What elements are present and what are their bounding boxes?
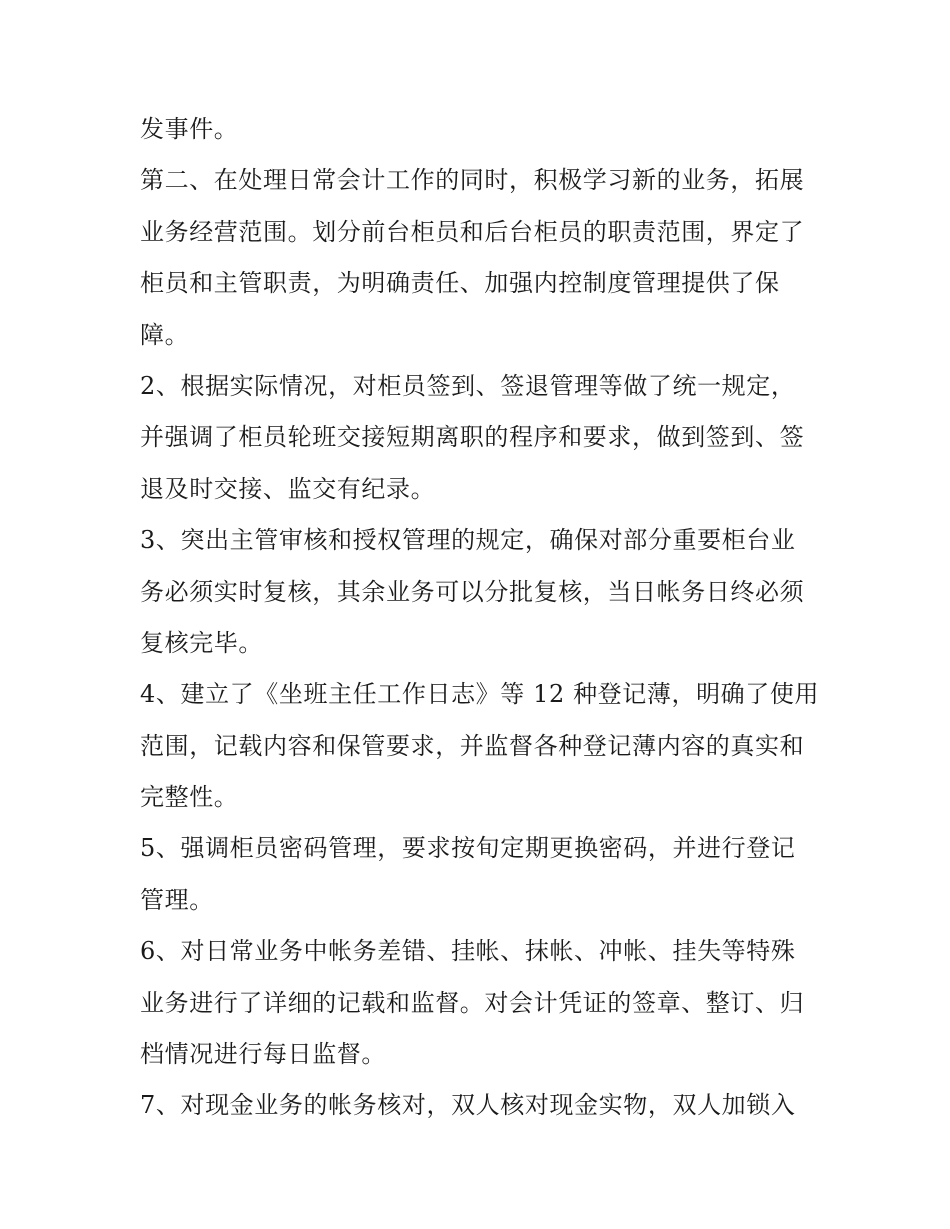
text-line: 范围，记载内容和保管要求，并监督各种登记薄内容的真实和 <box>140 731 805 760</box>
text-line: 3、突出主管审核和授权管理的规定，确保对部分重要柜台业 <box>140 526 796 555</box>
text-line: 2、根据实际情况，对柜员签到、签退管理等做了统一规定， <box>140 371 796 400</box>
text-line: 第二、在处理日常会计工作的同时，积极学习新的业务，拓展 <box>140 166 805 195</box>
text-line: 4、建立了《坐班主任工作日志》等 12 种登记薄，明确了使用 <box>140 680 820 709</box>
text-line: 柜员和主管职责，为明确责任、加强内控制度管理提供了保 <box>140 269 780 298</box>
text-line: 务必须实时复核，其余业务可以分批复核，当日帐务日终必须 <box>140 577 805 606</box>
document-body <box>140 104 820 1132</box>
text-line: 业务经营范围。划分前台柜员和后台柜员的职责范围，界定了 <box>140 217 805 246</box>
text-line: 6、对日常业务中帐务差错、挂帐、抹帐、冲帐、挂失等特殊 <box>140 937 796 966</box>
text-line: 业务进行了详细的记载和监督。对会计凭证的签章、整订、归 <box>140 988 805 1017</box>
text-line: 完整性。 <box>140 783 239 812</box>
text-line: 并强调了柜员轮班交接短期离职的程序和要求，做到签到、签 <box>140 423 805 452</box>
text-line: 管理。 <box>140 885 214 914</box>
text-line: 档情况进行每日监督。 <box>140 1040 386 1069</box>
text-line: 7、对现金业务的帐务核对，双人核对现金实物，双人加锁入 <box>140 1091 796 1120</box>
text-line: 复核完毕。 <box>140 628 263 657</box>
text-line: 退及时交接、监交有纪录。 <box>140 474 436 503</box>
text-line: 5、强调柜员密码管理，要求按旬定期更换密码，并进行登记 <box>140 834 796 863</box>
text-line: 障。 <box>140 320 190 349</box>
text-line: 发事件。 <box>140 115 239 143</box>
